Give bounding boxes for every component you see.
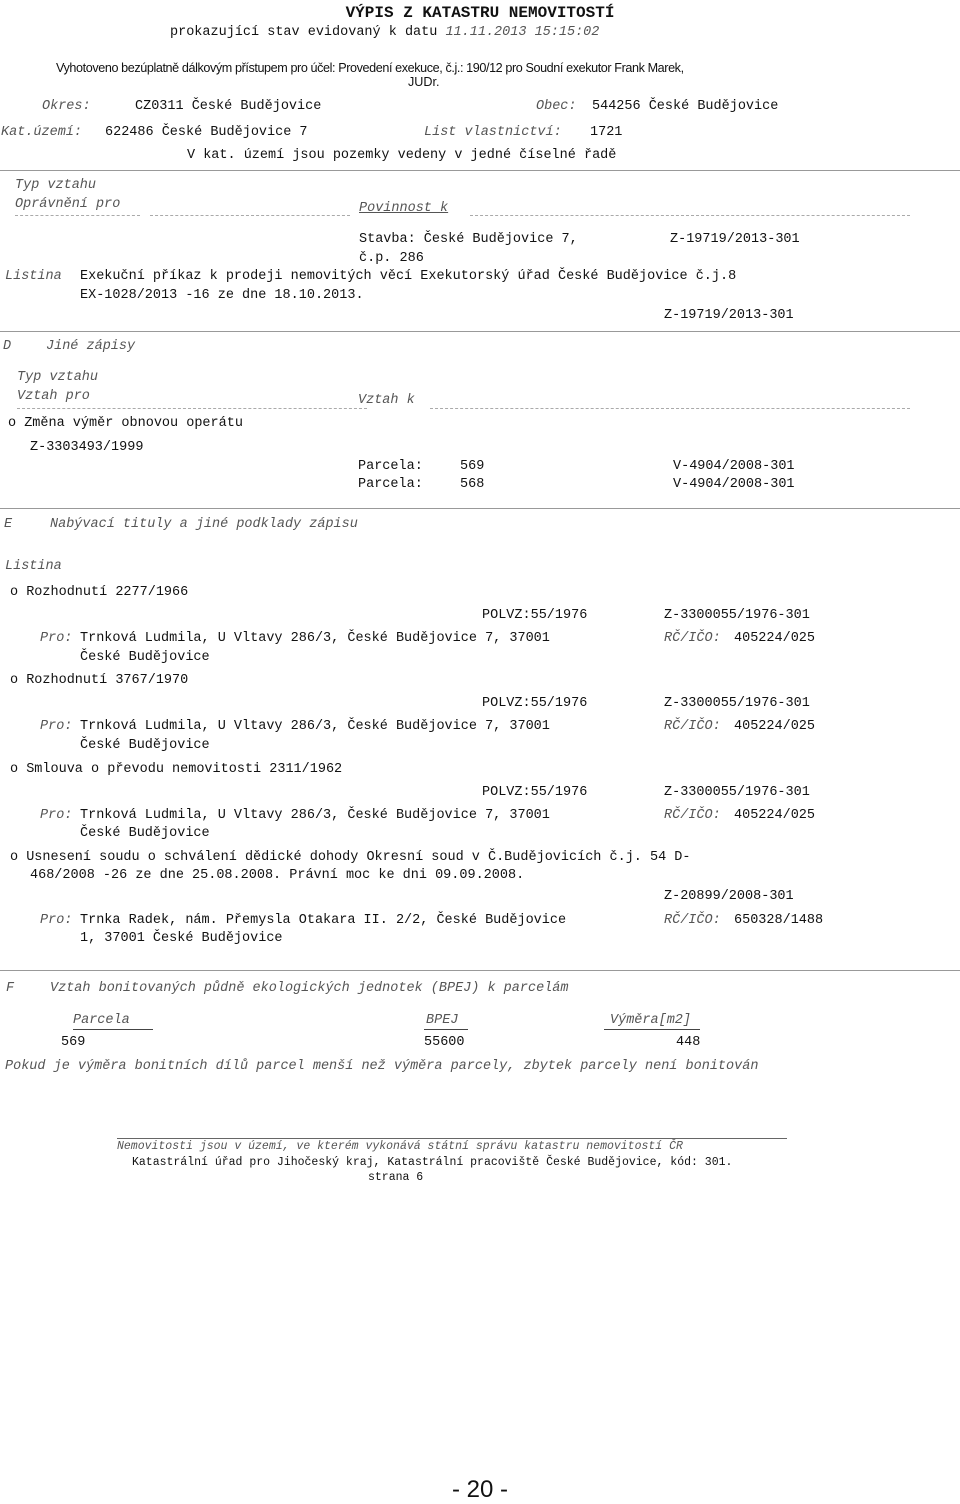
divider bbox=[17, 408, 367, 409]
polvz: POLVZ:55/1976 bbox=[482, 785, 588, 800]
rc-label: RČ/IČO: bbox=[664, 719, 721, 734]
katuzemi-value: 622486 České Budějovice 7 bbox=[105, 125, 308, 140]
stavba-cp: č.p. 286 bbox=[359, 251, 424, 266]
pro-value: Trnková Ludmila, U Vltavy 286/3, České Budějovice 7, 37001 bbox=[80, 808, 550, 823]
divider bbox=[424, 1029, 468, 1030]
section-title: Jiné zápisy bbox=[46, 339, 136, 354]
parcela-ref: V-4904/2008-301 bbox=[673, 477, 795, 492]
divider bbox=[604, 1029, 700, 1030]
stavba: Stavba: České Budějovice 7, bbox=[359, 232, 578, 247]
divider bbox=[0, 331, 960, 332]
section-title: Nabývací tituly a jiné podklady zápisu bbox=[50, 517, 358, 532]
pro-value-cont: České Budějovice bbox=[80, 650, 210, 665]
page-subtitle bbox=[170, 24, 599, 41]
rc-value: 405224/025 bbox=[734, 719, 816, 734]
pro-label: Pro: bbox=[40, 631, 73, 646]
rc-label: RČ/IČO: bbox=[664, 808, 721, 823]
row-vymera: 448 bbox=[676, 1035, 701, 1050]
list-item: o Změna výměr obnovou operátu bbox=[8, 416, 243, 431]
pro-label: Pro: bbox=[40, 808, 73, 823]
section-letter: E bbox=[4, 517, 13, 532]
pro-value-cont: České Budějovice bbox=[80, 738, 210, 753]
col-parcela: Parcela bbox=[73, 1013, 130, 1028]
obec-label: Obec: bbox=[536, 99, 577, 114]
section-title: Vztah bonitovaných půdně ekologických jednotek (BPEJ) k parcelám bbox=[50, 981, 569, 996]
parcela-label: Parcela: bbox=[358, 459, 423, 474]
parcela-number: 569 bbox=[460, 459, 485, 474]
rc-label: RČ/IČO: bbox=[664, 913, 721, 928]
polvz: POLVZ:55/1976 bbox=[482, 696, 588, 711]
divider bbox=[0, 508, 960, 509]
purpose-note: Vyhotoveno bezúplatně dálkovým přístupem pro účel: Provedení exekuce, č.j.: 190/12 pro Soudní exekutor Frank Marek, bbox=[56, 61, 684, 75]
item-title-text: Rozhodnutí 3767/1970 bbox=[26, 673, 189, 688]
divider bbox=[15, 215, 140, 216]
pro-value: Trnková Ludmila, U Vltavy 286/3, České Budějovice 7, 37001 bbox=[80, 719, 550, 734]
item-title-cont: 468/2008 -26 ze dne 25.08.2008. Právní moc ke dni 09.09.2008. bbox=[30, 868, 525, 883]
pro-label: Pro: bbox=[40, 719, 73, 734]
subtitle-date: 11.11.2013 15:15:02 bbox=[445, 25, 600, 40]
listina-text-cont: EX-1028/2013 -16 ze dne 18.10.2013. bbox=[80, 288, 364, 303]
stavba-ref: Z-19719/2013-301 bbox=[670, 232, 800, 247]
item-title: o Rozhodnutí 2277/1966 bbox=[10, 585, 189, 600]
footer-line3: strana 6 bbox=[368, 1171, 424, 1184]
divider bbox=[0, 170, 960, 171]
povinnost-k-label: Povinnost k bbox=[359, 201, 449, 216]
page-number: - 20 - bbox=[451, 1476, 508, 1503]
listina-label: Listina bbox=[5, 269, 62, 284]
typ-vztahu-label: Typ vztahu bbox=[17, 370, 99, 385]
col-vymera: Výměra[m2] bbox=[610, 1013, 692, 1028]
typ-vztahu-label: Typ vztahu bbox=[15, 178, 97, 193]
pro-value: Trnková Ludmila, U Vltavy 286/3, České Budějovice 7, 37001 bbox=[80, 631, 550, 646]
subtitle-prefix: prokazující stav evidovaný k datu bbox=[170, 25, 438, 40]
row-parcela: 569 bbox=[61, 1035, 86, 1050]
item-ref: Z-3303493/1999 bbox=[30, 440, 144, 455]
opravneni-pro-label: Oprávnění pro bbox=[15, 197, 121, 212]
pro-value-cont: 1, 37001 České Budějovice bbox=[80, 931, 283, 946]
divider bbox=[470, 215, 910, 216]
vztah-pro-label: Vztah pro bbox=[17, 389, 90, 404]
listina-text: Exekuční příkaz k prodeji nemovitých věcí Exekutorský úřad České Budějovice č.j.8 bbox=[80, 269, 737, 284]
divider bbox=[430, 408, 910, 409]
section-letter: D bbox=[3, 339, 12, 354]
item-title: o Rozhodnutí 3767/1970 bbox=[10, 673, 189, 688]
pro-value: Trnka Radek, nám. Přemysla Otakara II. 2/2, České Budějovice bbox=[80, 913, 567, 928]
katuzemi-label: Kat.území: bbox=[1, 125, 83, 140]
item-ref: Z-3300055/1976-301 bbox=[664, 608, 810, 623]
rc-value: 405224/025 bbox=[734, 808, 816, 823]
parcela-label: Parcela: bbox=[358, 477, 423, 492]
polvz: POLVZ:55/1976 bbox=[482, 608, 588, 623]
pro-value-cont: České Budějovice bbox=[80, 826, 210, 841]
footer-line2: Katastrální úřad pro Jihočeský kraj, Katastrální pracoviště České Budějovice, kód: 301. bbox=[132, 1156, 733, 1169]
okres-value: CZ0311 České Budějovice bbox=[135, 99, 322, 114]
listina-label: Listina bbox=[5, 559, 62, 574]
divider bbox=[0, 970, 960, 971]
item-ref: Z-3300055/1976-301 bbox=[664, 696, 810, 711]
section-letter: F bbox=[6, 981, 15, 996]
row-bpej: 55600 bbox=[424, 1035, 465, 1050]
col-bpej: BPEJ bbox=[426, 1013, 459, 1028]
divider bbox=[117, 1138, 787, 1139]
listina-ref: Z-19719/2013-301 bbox=[664, 308, 794, 323]
rc-value: 405224/025 bbox=[734, 631, 816, 646]
series-note: V kat. území jsou pozemky vedeny v jedné číselné řadě bbox=[187, 148, 617, 163]
parcela-number: 568 bbox=[460, 477, 485, 492]
rc-value: 650328/1488 bbox=[734, 913, 824, 928]
rc-label: RČ/IČO: bbox=[664, 631, 721, 646]
divider bbox=[73, 1029, 153, 1030]
lv-label: List vlastnictví: bbox=[424, 125, 562, 140]
item-ref: Z-3300055/1976-301 bbox=[664, 785, 810, 800]
obec-value: 544256 České Budějovice bbox=[592, 99, 779, 114]
page-title: VÝPIS Z KATASTRU NEMOVITOSTÍ bbox=[345, 4, 615, 22]
okres-label: Okres: bbox=[42, 99, 91, 114]
item-title: Změna výměr obnovou operátu bbox=[24, 416, 243, 431]
vztah-k-label: Vztah k bbox=[358, 393, 415, 408]
item-title-text: Usnesení soudu o schválení dědické dohody Okresní soud v Č.Budějovicích č.j. 54 D- bbox=[26, 850, 691, 865]
item-title: o Usnesení soudu o schválení dědické dohody Okresní soud v Č.Budějovicích č.j. 54 D- bbox=[10, 850, 691, 865]
parcela-ref: V-4904/2008-301 bbox=[673, 459, 795, 474]
item-title-text: Smlouva o převodu nemovitosti 2311/1962 bbox=[26, 762, 343, 777]
bonitace-note: Pokud je výměra bonitních dílů parcel menší než výměra parcely, zbytek parcely není bonitován bbox=[5, 1059, 759, 1074]
divider bbox=[150, 215, 350, 216]
purpose-note-cont: JUDr. bbox=[408, 75, 440, 89]
item-ref: Z-20899/2008-301 bbox=[664, 889, 794, 904]
pro-label: Pro: bbox=[40, 913, 73, 928]
lv-value: 1721 bbox=[590, 125, 623, 140]
footer-line1: Nemovitosti jsou v území, ve kterém vykonává státní správu katastru nemovitostí ČR bbox=[117, 1140, 683, 1153]
item-title-text: Rozhodnutí 2277/1966 bbox=[26, 585, 189, 600]
item-title: o Smlouva o převodu nemovitosti 2311/1962 bbox=[10, 762, 343, 777]
